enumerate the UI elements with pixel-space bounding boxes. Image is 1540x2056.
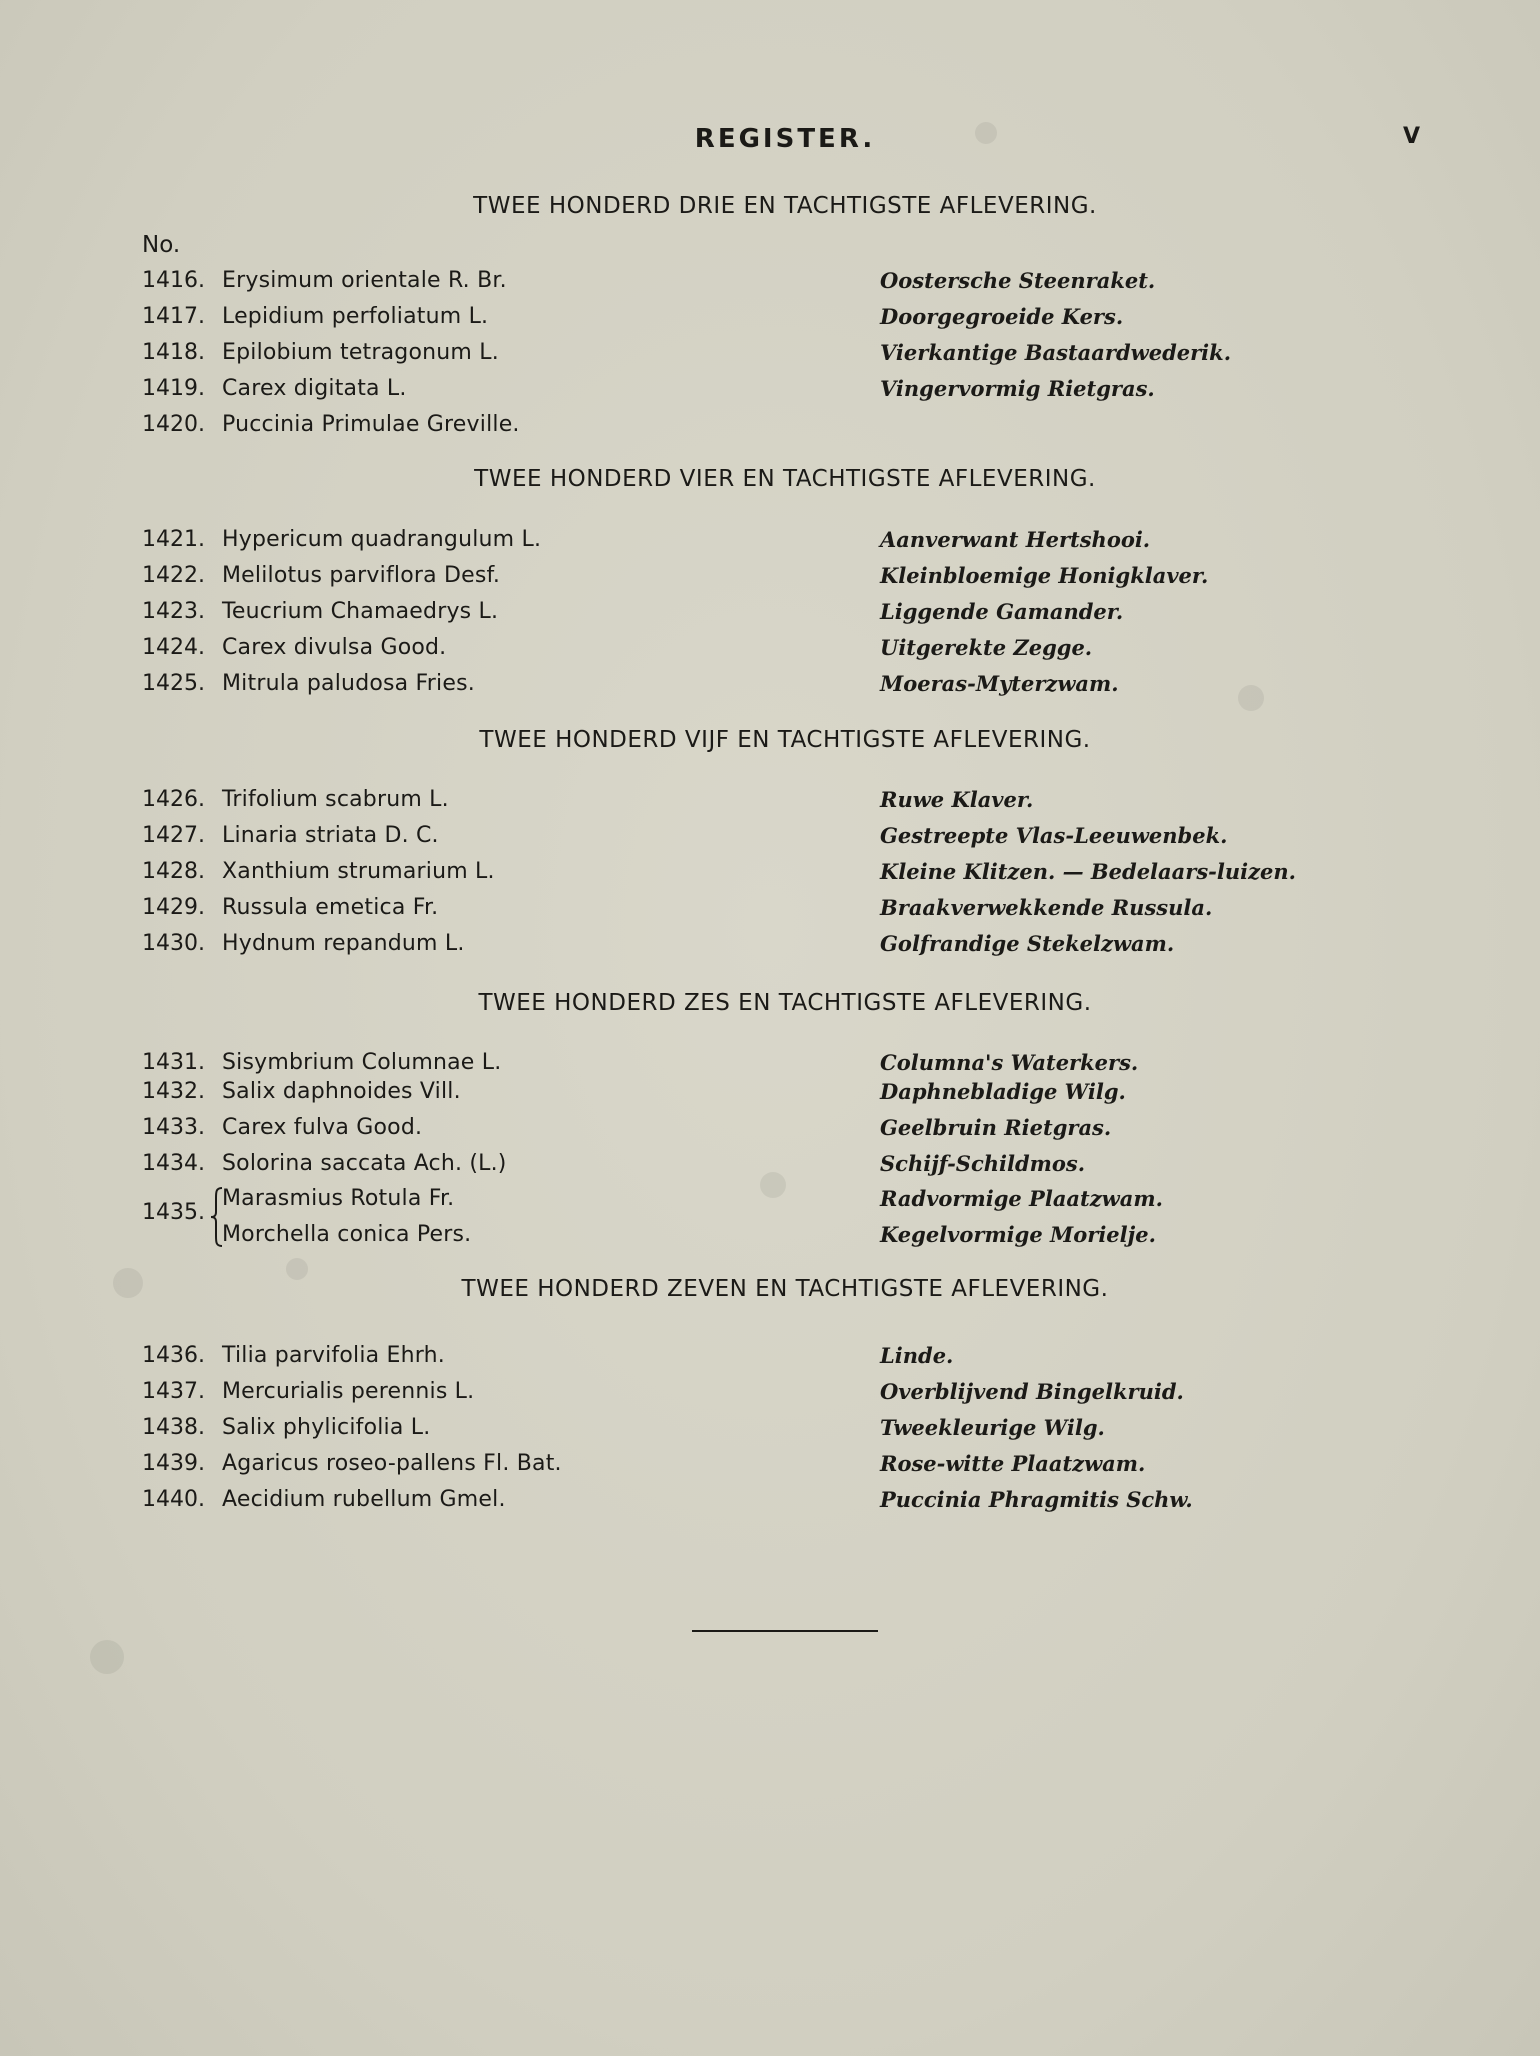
dutch-name: Ruwe Klaver. [880,787,1034,812]
list-item [0,304,1540,338]
entry-number: 1426. [142,787,205,812]
section-title: TWEE HONDERD ZEVEN EN TACHTIGSTE AFLEVERING. [461,1276,1109,1302]
latin-name: Linaria striata D. C. [222,823,439,848]
dutch-name: Doorgegroeide Kers. [880,304,1124,329]
dutch-name: Columna's Waterkers. [880,1050,1139,1075]
page-title: REGISTER. [694,124,876,154]
section-divider [692,1630,878,1632]
entry-number: 1433. [142,1115,205,1140]
list-item [0,635,1540,669]
dutch-name: Moeras-Myterzwam. [880,671,1119,696]
entry-number: 1418. [142,340,205,365]
entry-number: 1436. [142,1343,205,1368]
list-item [0,1079,1540,1113]
entry-number: 1439. [142,1451,205,1476]
list-item [0,268,1540,302]
latin-name: Mitrula paludosa Fries. [222,671,475,696]
dutch-name: Daphnebladige Wilg. [880,1079,1126,1104]
latin-name: Teucrium Chamaedrys L. [222,599,499,624]
latin-name: Lepidium perfoliatum L. [222,304,489,329]
entry-number: 1430. [142,931,205,956]
dutch-name: Kleine Klitzen. — Bedelaars-luizen. [880,859,1296,884]
list-item [0,1222,1540,1256]
latin-name: Sisymbrium Columnae L. [222,1050,502,1075]
section-title: TWEE HONDERD ZES EN TACHTIGSTE AFLEVERING. [478,990,1092,1016]
latin-name: Morchella conica Pers. [222,1222,472,1247]
entry-number: 1425. [142,671,205,696]
section-title: TWEE HONDERD DRIE EN TACHTIGSTE AFLEVERING. [473,193,1097,219]
list-item [0,1186,1540,1220]
entry-number: 1435. [142,1200,205,1225]
latin-name: Hypericum quadrangulum L. [222,527,542,552]
entry-number: 1423. [142,599,205,624]
latin-name: Carex fulva Good. [222,1115,423,1140]
section-title: TWEE HONDERD VIER EN TACHTIGSTE AFLEVERING. [474,466,1096,492]
grouped-entry [0,1180,1540,1252]
paper-stain [90,1640,124,1674]
entry-number: 1437. [142,1379,205,1404]
dutch-name: Tweekleurige Wilg. [880,1415,1105,1440]
latin-name: Carex divulsa Good. [222,635,447,660]
latin-name: Puccinia Primulae Greville. [222,412,520,437]
entry-number: 1421. [142,527,205,552]
dutch-name: Uitgerekte Zegge. [880,635,1093,660]
list-item [0,563,1540,597]
list-item [0,1415,1540,1449]
entry-number: 1432. [142,1079,205,1104]
dutch-name: Overblijvend Bingelkruid. [880,1379,1184,1404]
dutch-name: Radvormige Plaatzwam. [880,1186,1163,1211]
entry-number: 1420. [142,412,205,437]
latin-name: Xanthium strumarium L. [222,859,495,884]
latin-name: Aecidium rubellum Gmel. [222,1487,506,1512]
latin-name: Salix phylicifolia L. [222,1415,431,1440]
latin-name: Mercurialis perennis L. [222,1379,475,1404]
entry-number: 1424. [142,635,205,660]
entry-number: 1417. [142,304,205,329]
dutch-name: Vingervormig Rietgras. [880,376,1155,401]
latin-name: Hydnum repandum L. [222,931,465,956]
entry-number: 1427. [142,823,205,848]
dutch-name: Geelbruin Rietgras. [880,1115,1112,1140]
number-column-label: No. [142,232,181,258]
latin-name: Agaricus roseo-pallens Fl. Bat. [222,1451,562,1476]
list-item [0,931,1540,965]
latin-name: Epilobium tetragonum L. [222,340,499,365]
dutch-name: Kegelvormige Morielje. [880,1222,1156,1247]
list-item [0,823,1540,857]
list-item [0,1115,1540,1149]
list-item [0,527,1540,561]
dutch-name: Golfrandige Stekelzwam. [880,931,1175,956]
dutch-name: Rose-witte Plaatzwam. [880,1451,1146,1476]
list-item [0,376,1540,410]
entry-number: 1422. [142,563,205,588]
dutch-name: Linde. [880,1343,954,1368]
entry-number: 1429. [142,895,205,920]
list-item [0,671,1540,705]
latin-name: Carex digitata L. [222,376,407,401]
list-item [0,895,1540,929]
dutch-name: Schijf-Schildmos. [880,1151,1086,1176]
dutch-name: Puccinia Phragmitis Schw. [880,1487,1193,1512]
dutch-name: Kleinbloemige Honigklaver. [880,563,1209,588]
dutch-name: Braakverwekkende Russula. [880,895,1213,920]
section-title: TWEE HONDERD VIJF EN TACHTIGSTE AFLEVERING. [479,727,1091,753]
entry-number: 1428. [142,859,205,884]
list-item [0,1379,1540,1413]
page-number: V [1403,124,1421,149]
entry-number: 1438. [142,1415,205,1440]
dutch-name: Aanverwant Hertshooi. [880,527,1151,552]
dutch-name: Vierkantige Bastaardwederik. [880,340,1232,365]
entry-number: 1416. [142,268,205,293]
list-item [0,1487,1540,1521]
dutch-name: Oostersche Steenraket. [880,268,1156,293]
entry-number: 1419. [142,376,205,401]
dutch-name: Liggende Gamander. [880,599,1124,624]
latin-name: Marasmius Rotula Fr. [222,1186,455,1211]
list-item [0,787,1540,821]
list-item [0,859,1540,893]
latin-name: Melilotus parviflora Desf. [222,563,501,588]
list-item [0,412,1540,446]
list-item [0,599,1540,633]
entry-number: 1431. [142,1050,205,1075]
latin-name: Russula emetica Fr. [222,895,439,920]
latin-name: Trifolium scabrum L. [222,787,449,812]
list-item [0,1343,1540,1377]
entry-number: 1434. [142,1151,205,1176]
latin-name: Solorina saccata Ach. (L.) [222,1151,507,1176]
latin-name: Salix daphnoides Vill. [222,1079,461,1104]
latin-name: Tilia parvifolia Ehrh. [222,1343,445,1368]
dutch-name: Gestreepte Vlas-Leeuwenbek. [880,823,1228,848]
entry-number: 1440. [142,1487,205,1512]
latin-name: Erysimum orientale R. Br. [222,268,507,293]
list-item [0,340,1540,374]
list-item [0,1451,1540,1485]
